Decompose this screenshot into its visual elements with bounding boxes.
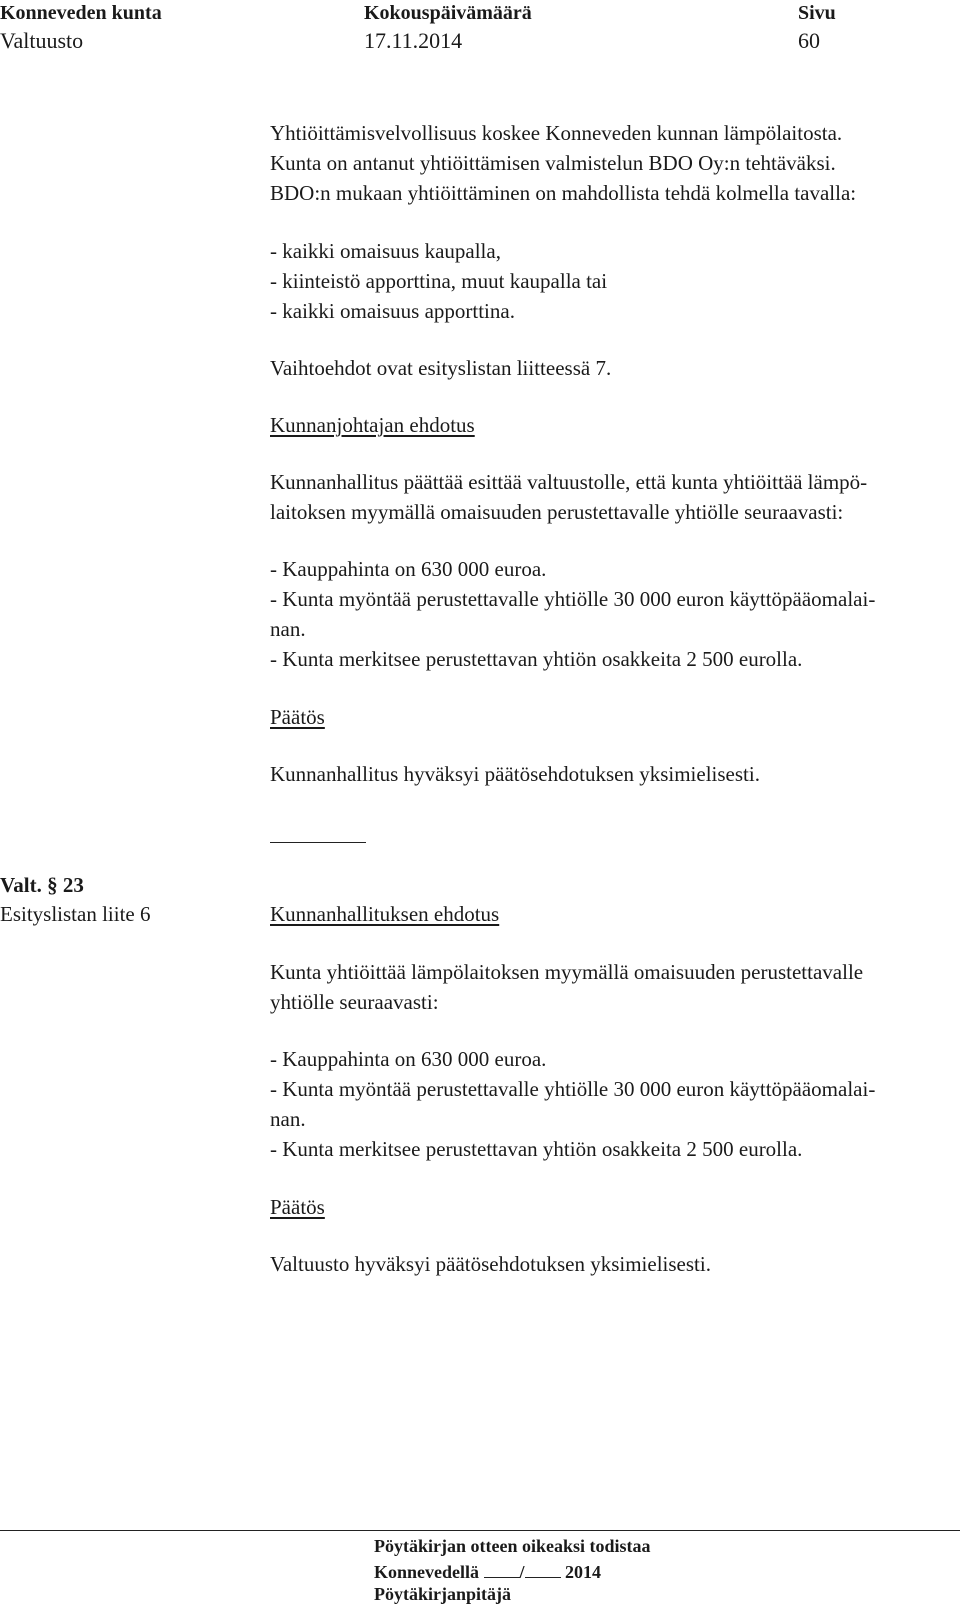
proposal-line: laitoksen myymällä omaisuuden perustettavalle yhtiölle seuraavasti: — [270, 500, 844, 524]
section-item: nan. — [270, 1107, 306, 1131]
section-item: - Kunta myöntää perustettavalle yhtiölle 30 000 euron käyttöpääomalai- — [270, 1077, 876, 1101]
option-item: - kiinteistö apporttina, muut kaupalla tai — [270, 269, 608, 293]
footer-signer: Pöytäkirjanpitäjä — [374, 1584, 511, 1604]
proposal-line: Kunnanhallitus päättää esittää valtuustolle, että kunta yhtiöittää lämpö- — [270, 470, 868, 494]
option-item: - kaikki omaisuus kaupalla, — [270, 239, 501, 263]
section-line: yhtiölle seuraavasti: — [270, 990, 439, 1014]
proposal-heading: Kunnanjohtajan ehdotus — [270, 413, 475, 437]
section-label — [0, 870, 84, 900]
footer-rule — [0, 1530, 960, 1531]
intro-line: Yhtiöittämisvelvollisuus koskee Konneveden kunnan lämpölaitosta. — [270, 121, 843, 145]
header-org-label: Konneveden kunta — [0, 2, 162, 24]
footer-place: Konnevedellä — [374, 1562, 480, 1582]
month-blank — [525, 1561, 561, 1578]
proposal-item: nan. — [270, 617, 306, 641]
alternatives-note: Vaihtoehdot ovat esityslistan liitteessä 7. — [270, 356, 612, 380]
header-page-value: 60 — [798, 28, 820, 53]
section-sign: § — [47, 873, 58, 897]
intro-line: Kunta on antanut yhtiöittämisen valmistelun BDO Oy:n tehtäväksi. — [270, 151, 836, 175]
separator-rule — [270, 842, 366, 843]
proposal-item: - Kauppahinta on 630 000 euroa. — [270, 557, 547, 581]
proposal-item: - Kunta merkitsee perustettavan yhtiön osakkeita 2 500 eurolla. — [270, 647, 803, 671]
section-heading: Kunnanhallituksen ehdotus — [270, 902, 500, 926]
header-org-value: Valtuusto — [0, 28, 84, 53]
section-decision-heading: Päätös — [270, 1195, 325, 1219]
footer-year: 2014 — [565, 1562, 602, 1582]
option-item: - kaikki omaisuus apporttina. — [270, 299, 515, 323]
header-page-label: Sivu — [798, 2, 836, 24]
proposal-item: - Kunta myöntää perustettavalle yhtiölle 30 000 euron käyttöpääomalai- — [270, 587, 876, 611]
footer-separator: / — [519, 1562, 525, 1582]
decision-text: Kunnanhallitus hyväksyi päätösehdotuksen yksimielisesti. — [270, 762, 760, 786]
header-date-value: 17.11.2014 — [364, 28, 463, 53]
intro-line: BDO:n mukaan yhtiöittäminen on mahdollista tehdä kolmella tavalla: — [270, 181, 857, 205]
section-decision-text: Valtuusto hyväksyi päätösehdotuksen yksimielisesti. — [270, 1252, 711, 1276]
section-number: 23 — [62, 873, 84, 897]
section-line: Kunta yhtiöittää lämpölaitoksen myymällä omaisuuden perustettavalle — [270, 960, 864, 984]
footer-place-line — [374, 1561, 601, 1583]
attachment-label: Esityslistan liite 6 — [0, 902, 151, 926]
valt-label: Valt. — [0, 873, 42, 897]
footer-certify: Pöytäkirjan otteen oikeaksi todistaa — [374, 1536, 651, 1556]
section-item: - Kauppahinta on 630 000 euroa. — [270, 1047, 547, 1071]
section-item: - Kunta merkitsee perustettavan yhtiön osakkeita 2 500 eurolla. — [270, 1137, 803, 1161]
header-date-label: Kokouspäivämäärä — [364, 2, 532, 24]
decision-heading: Päätös — [270, 705, 325, 729]
day-blank — [484, 1561, 520, 1578]
